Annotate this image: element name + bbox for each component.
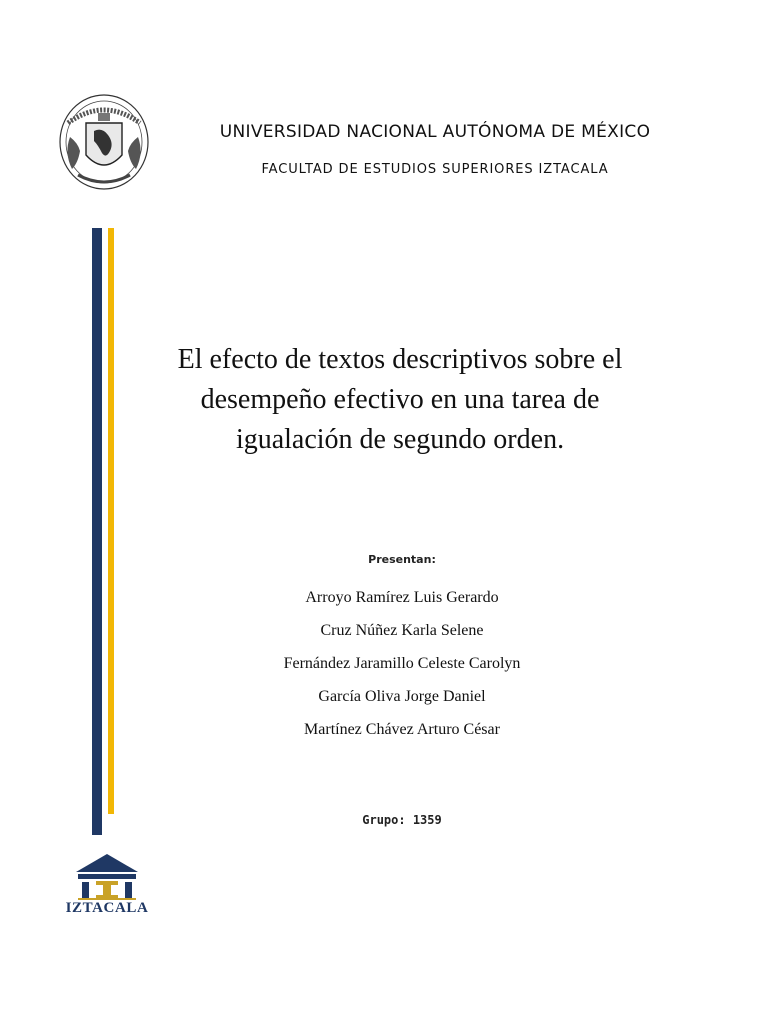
author-name: Cruz Núñez Karla Selene: [320, 622, 484, 639]
author-name: García Oliva Jorge Daniel: [318, 688, 486, 705]
university-name: UNIVERSIDAD NACIONAL AUTÓNOMA DE MÉXICO: [219, 122, 651, 142]
title-line: igualación de segundo orden.: [235, 424, 565, 455]
author-list: [200, 581, 604, 746]
faculty-name: FACULTAD DE ESTUDIOS SUPERIORES IZTACALA: [261, 162, 609, 177]
iztacala-logo-text: IZTACALA: [65, 900, 149, 916]
author-name: Fernández Jaramillo Celeste Carolyn: [283, 655, 521, 672]
author-name: Martínez Chávez Arturo César: [304, 721, 500, 738]
group-number: Grupo: 1359: [362, 813, 442, 827]
author-name: Arroyo Ramírez Luis Gerardo: [305, 589, 499, 606]
title-line: El efecto de textos descriptivos sobre el: [177, 344, 623, 375]
blue-vertical-bar: [92, 228, 102, 835]
gold-vertical-bar: [108, 228, 114, 814]
presenters-label: Presentan:: [368, 553, 436, 566]
unam-seal-icon: [58, 93, 150, 191]
document-title: [140, 340, 660, 460]
title-line: desempeño efectivo en una tarea de: [200, 384, 600, 415]
